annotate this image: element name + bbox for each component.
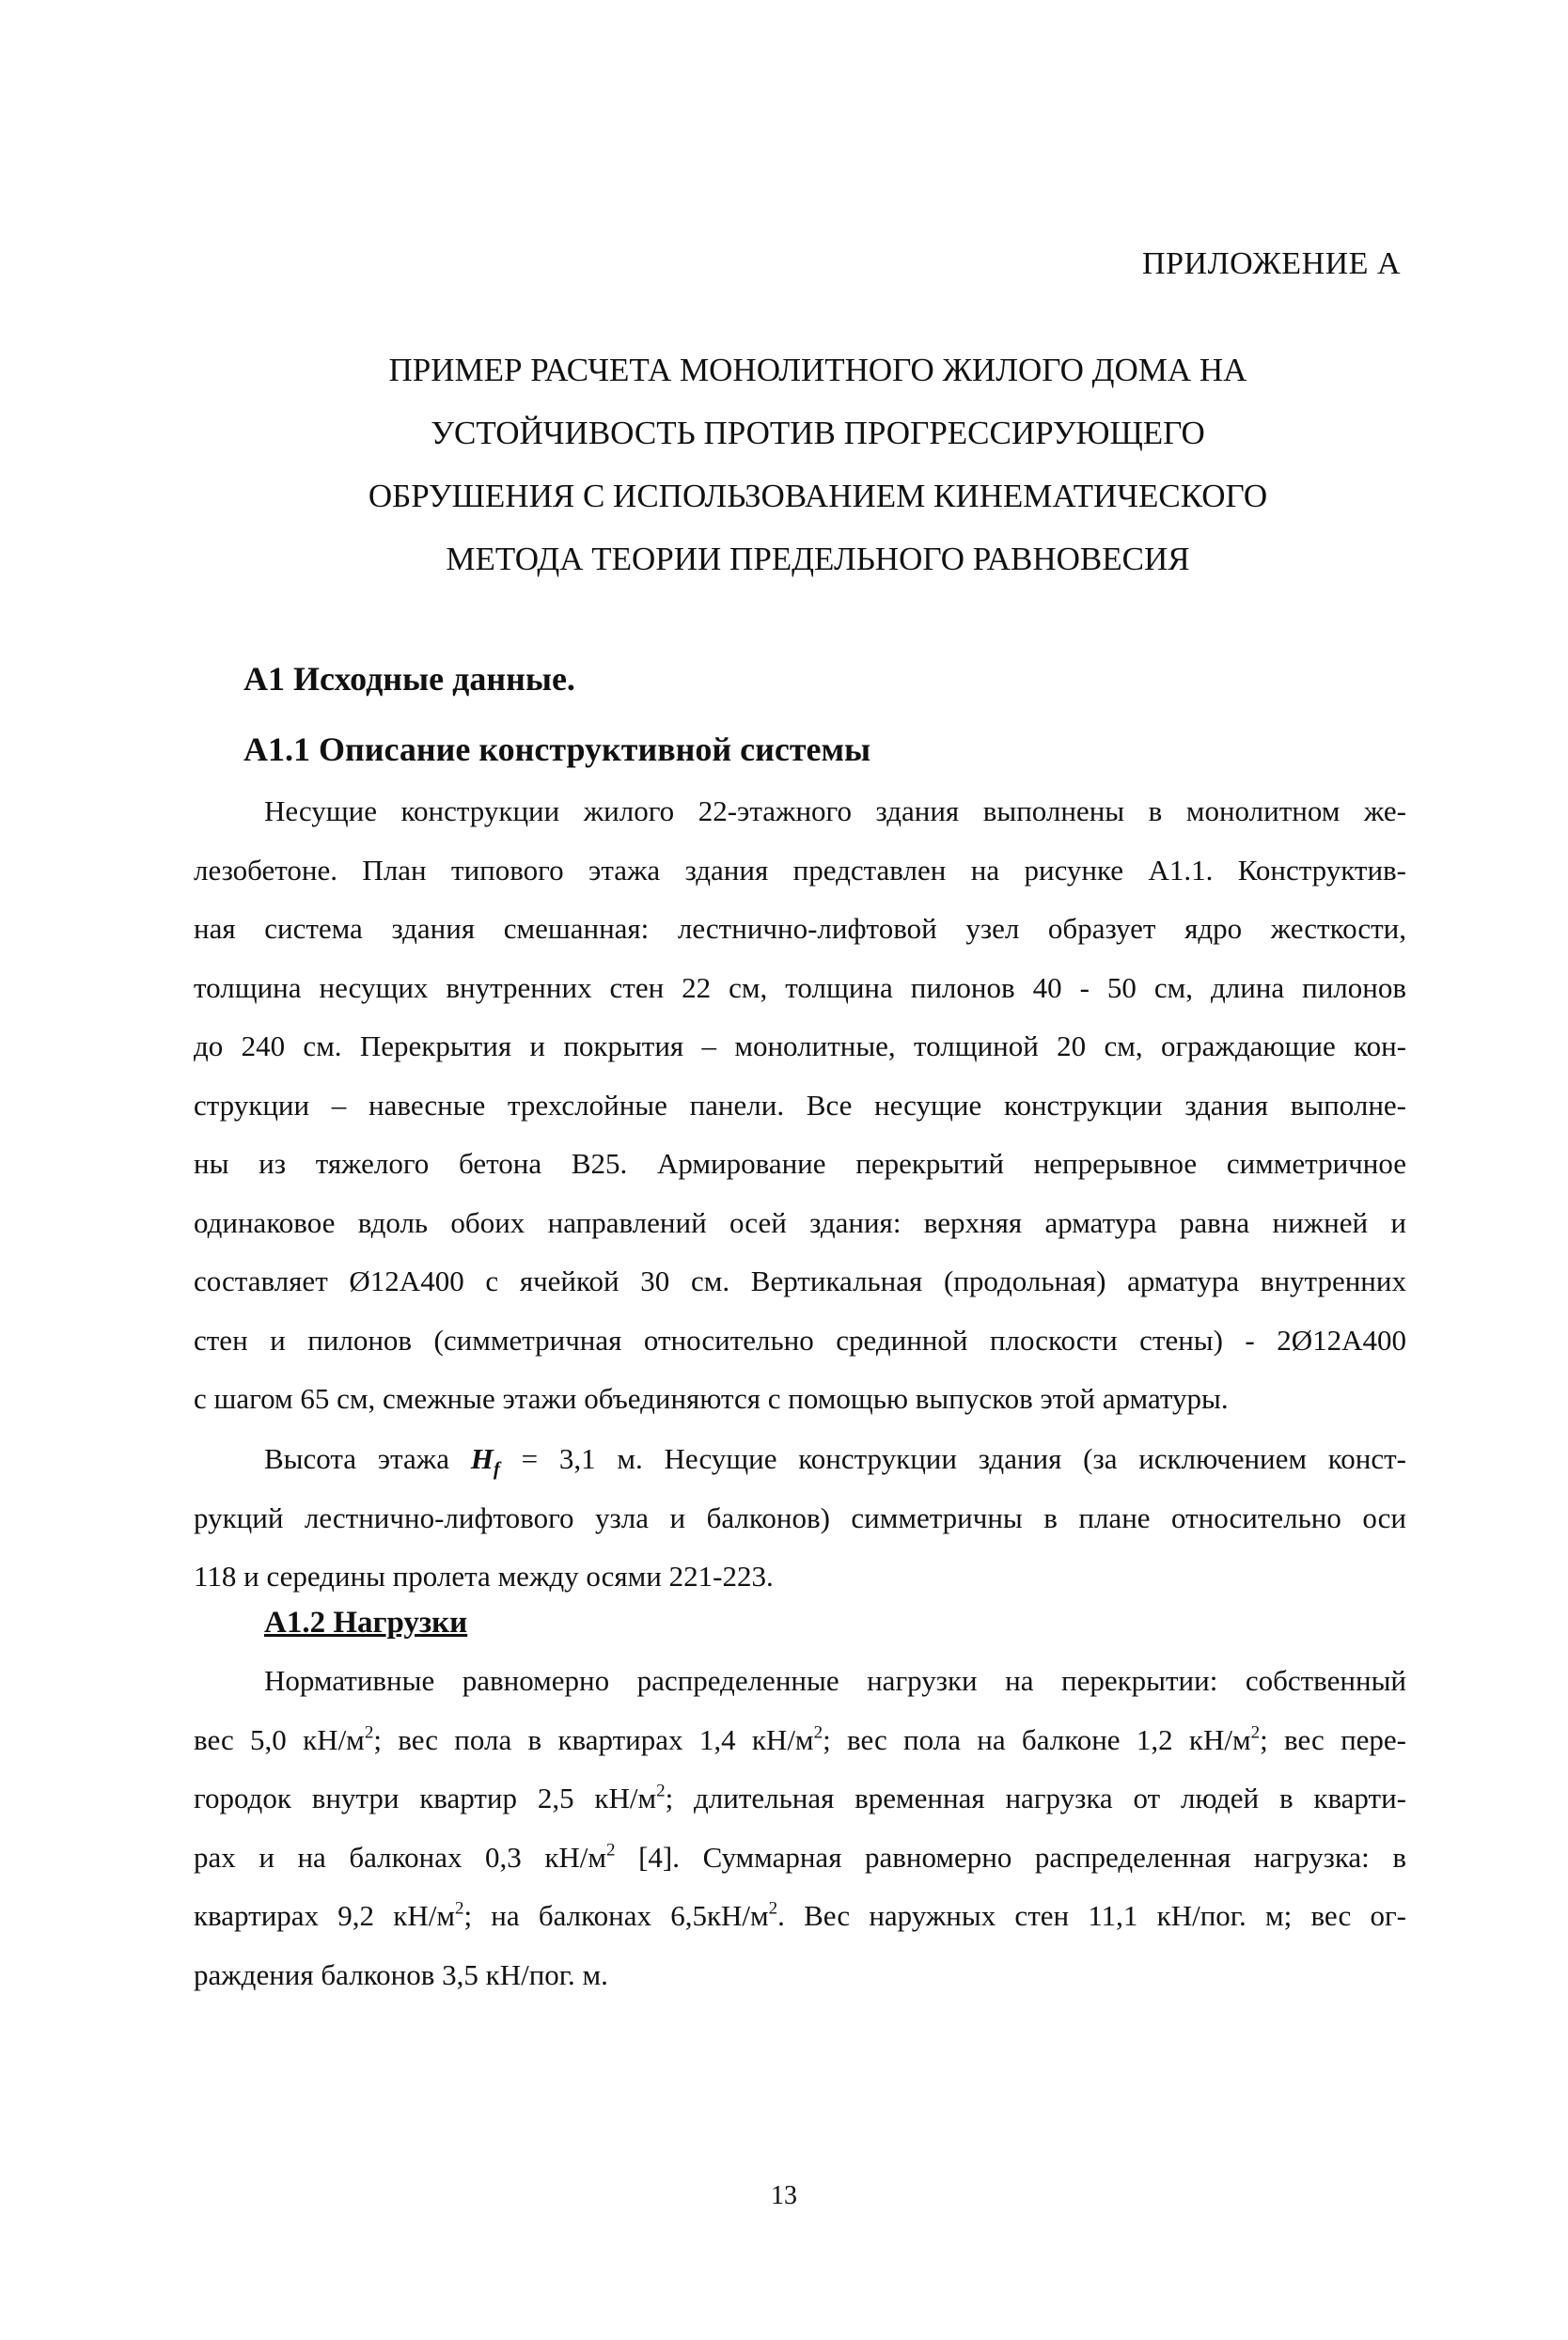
paragraph-structural-description: [194, 782, 1406, 1429]
text-line: с шагом 65 см, смежные этажи объединяются с помощью выпусков этой арматуры.: [194, 1382, 1229, 1415]
text-line: Несущие конструкции жилого 22-этажного здания выполнены в монолитном же-: [264, 794, 1406, 827]
text-line: лезобетоне. План типового этажа здания представлен на рисунке А1.1. Конструктив-: [194, 853, 1406, 887]
text-fragment: . Вес наружных стен 11,1 кН/пог. м; вес ог-: [777, 1899, 1406, 1932]
superscript: 2: [768, 1898, 778, 1919]
text-fragment: городок внутри квартир 2,5 кН/м: [194, 1782, 657, 1814]
paragraph-floor-height: [194, 1430, 1406, 1607]
text-line: [194, 1829, 1406, 1888]
superscript: 2: [1250, 1722, 1261, 1743]
section-heading-a1: А1 Исходные данные.: [243, 660, 575, 698]
text-fragment: ; вес пере-: [1260, 1722, 1407, 1756]
text-fragment: = 3,1 м. Несущие конструкции здания (за исключением конст-: [499, 1442, 1406, 1475]
text-fragment: ; вес пола в квартирах 1,4 кН/м: [373, 1722, 814, 1756]
text-line: одинаковое вдоль обоих направлений осей здания: верхняя арматура равна нижней и: [194, 1205, 1406, 1239]
page-number: 13: [771, 2181, 797, 2210]
text-fragment: ; вес пола на балконе 1,2 кН/м: [823, 1722, 1251, 1756]
title-line: МЕТОДА ТЕОРИИ ПРЕДЕЛЬНОГО РАВНОВЕСИЯ: [446, 541, 1190, 577]
text-line: 118 и середины пролета между осями 221-223.: [194, 1560, 774, 1593]
text-line: рукций лестнично-лифтового узла и балконов) симметричны в плане относительно оси: [194, 1500, 1406, 1534]
appendix-label: ПРИЛОЖЕНИЕ А: [1142, 246, 1401, 281]
section-heading-a1-2: А1.2 Нагрузки: [264, 1606, 468, 1640]
superscript: 2: [364, 1722, 374, 1743]
superscript: 2: [656, 1781, 666, 1801]
text-line: [194, 1711, 1406, 1770]
title-line: УСТОЙЧИВОСТЬ ПРОТИВ ПРОГРЕССИРУЮЩЕГО: [431, 415, 1205, 451]
text-line: составляет Ø12А400 с ячейкой 30 см. Вертикальная (продольная) арматура внутренних: [194, 1264, 1406, 1297]
text-line: [194, 1887, 1406, 1946]
section-a1-1: [194, 729, 1406, 770]
text-line: раждения балконов 3,5 кН/пог. м.: [194, 1957, 608, 1991]
text-line: [194, 1430, 1406, 1489]
text-line: струкции – навесные трехслойные панели. Все несущие конструкции здания выполне-: [194, 1088, 1406, 1122]
text-fragment: вес 5,0 кН/м: [194, 1722, 365, 1756]
paragraph-loads: [194, 1652, 1406, 2004]
superscript: 2: [454, 1898, 464, 1919]
text-fragment: ; длительная временная нагрузка от людей в кварти-: [665, 1782, 1406, 1814]
text-line: ны из тяжелого бетона В25. Армирование перекрытий непрерывное симметричное: [194, 1147, 1406, 1180]
text-fragment: ; на балконах 6,5кН/м: [463, 1899, 769, 1932]
text-fragment: Высота этажа: [264, 1442, 471, 1475]
section-heading-a1-1: А1.1 Описание конструктивной системы: [243, 730, 871, 768]
text-line: стен и пилонов (симметричная относительно срединной плоскости стены) - 2Ø12А400: [194, 1323, 1406, 1357]
title-line: ПРИМЕР РАСЧЕТА МОНОЛИТНОГО ЖИЛОГО ДОМА НА: [388, 352, 1247, 388]
text-line: толщина несущих внутренних стен 22 см, толщина пилонов 40 - 50 см, длина пилонов: [194, 970, 1406, 1004]
floor-height-symbol: H: [470, 1442, 494, 1475]
superscript: 2: [813, 1722, 823, 1743]
section-a1: [194, 658, 1406, 699]
text-fragment: рах и на балконах 0,3 кН/м: [194, 1840, 607, 1874]
title-line: ОБРУШЕНИЯ С ИСПОЛЬЗОВАНИЕМ КИНЕМАТИЧЕСКОГО: [368, 478, 1268, 514]
text-line: [194, 1769, 1406, 1829]
superscript: 2: [606, 1840, 616, 1861]
text-line: до 240 см. Перекрытия и покрытия – монолитные, толщиной 20 см, ограждающие кон-: [194, 1029, 1406, 1062]
floor-height-subscript: f: [493, 1457, 500, 1481]
main-title: [188, 338, 1448, 590]
text-line: ная система здания смешанная: лестнично-лифтовой узел образует ядро жесткости,: [194, 912, 1406, 945]
text-line: Нормативные равномерно распределенные нагрузки на перекрытии: собственный: [264, 1664, 1406, 1697]
section-a1-2: [194, 1602, 1406, 1643]
text-fragment: [4]. Суммарная равномерно распределенная нагрузка: в: [615, 1840, 1406, 1874]
text-fragment: квартирах 9,2 кН/м: [194, 1899, 455, 1932]
